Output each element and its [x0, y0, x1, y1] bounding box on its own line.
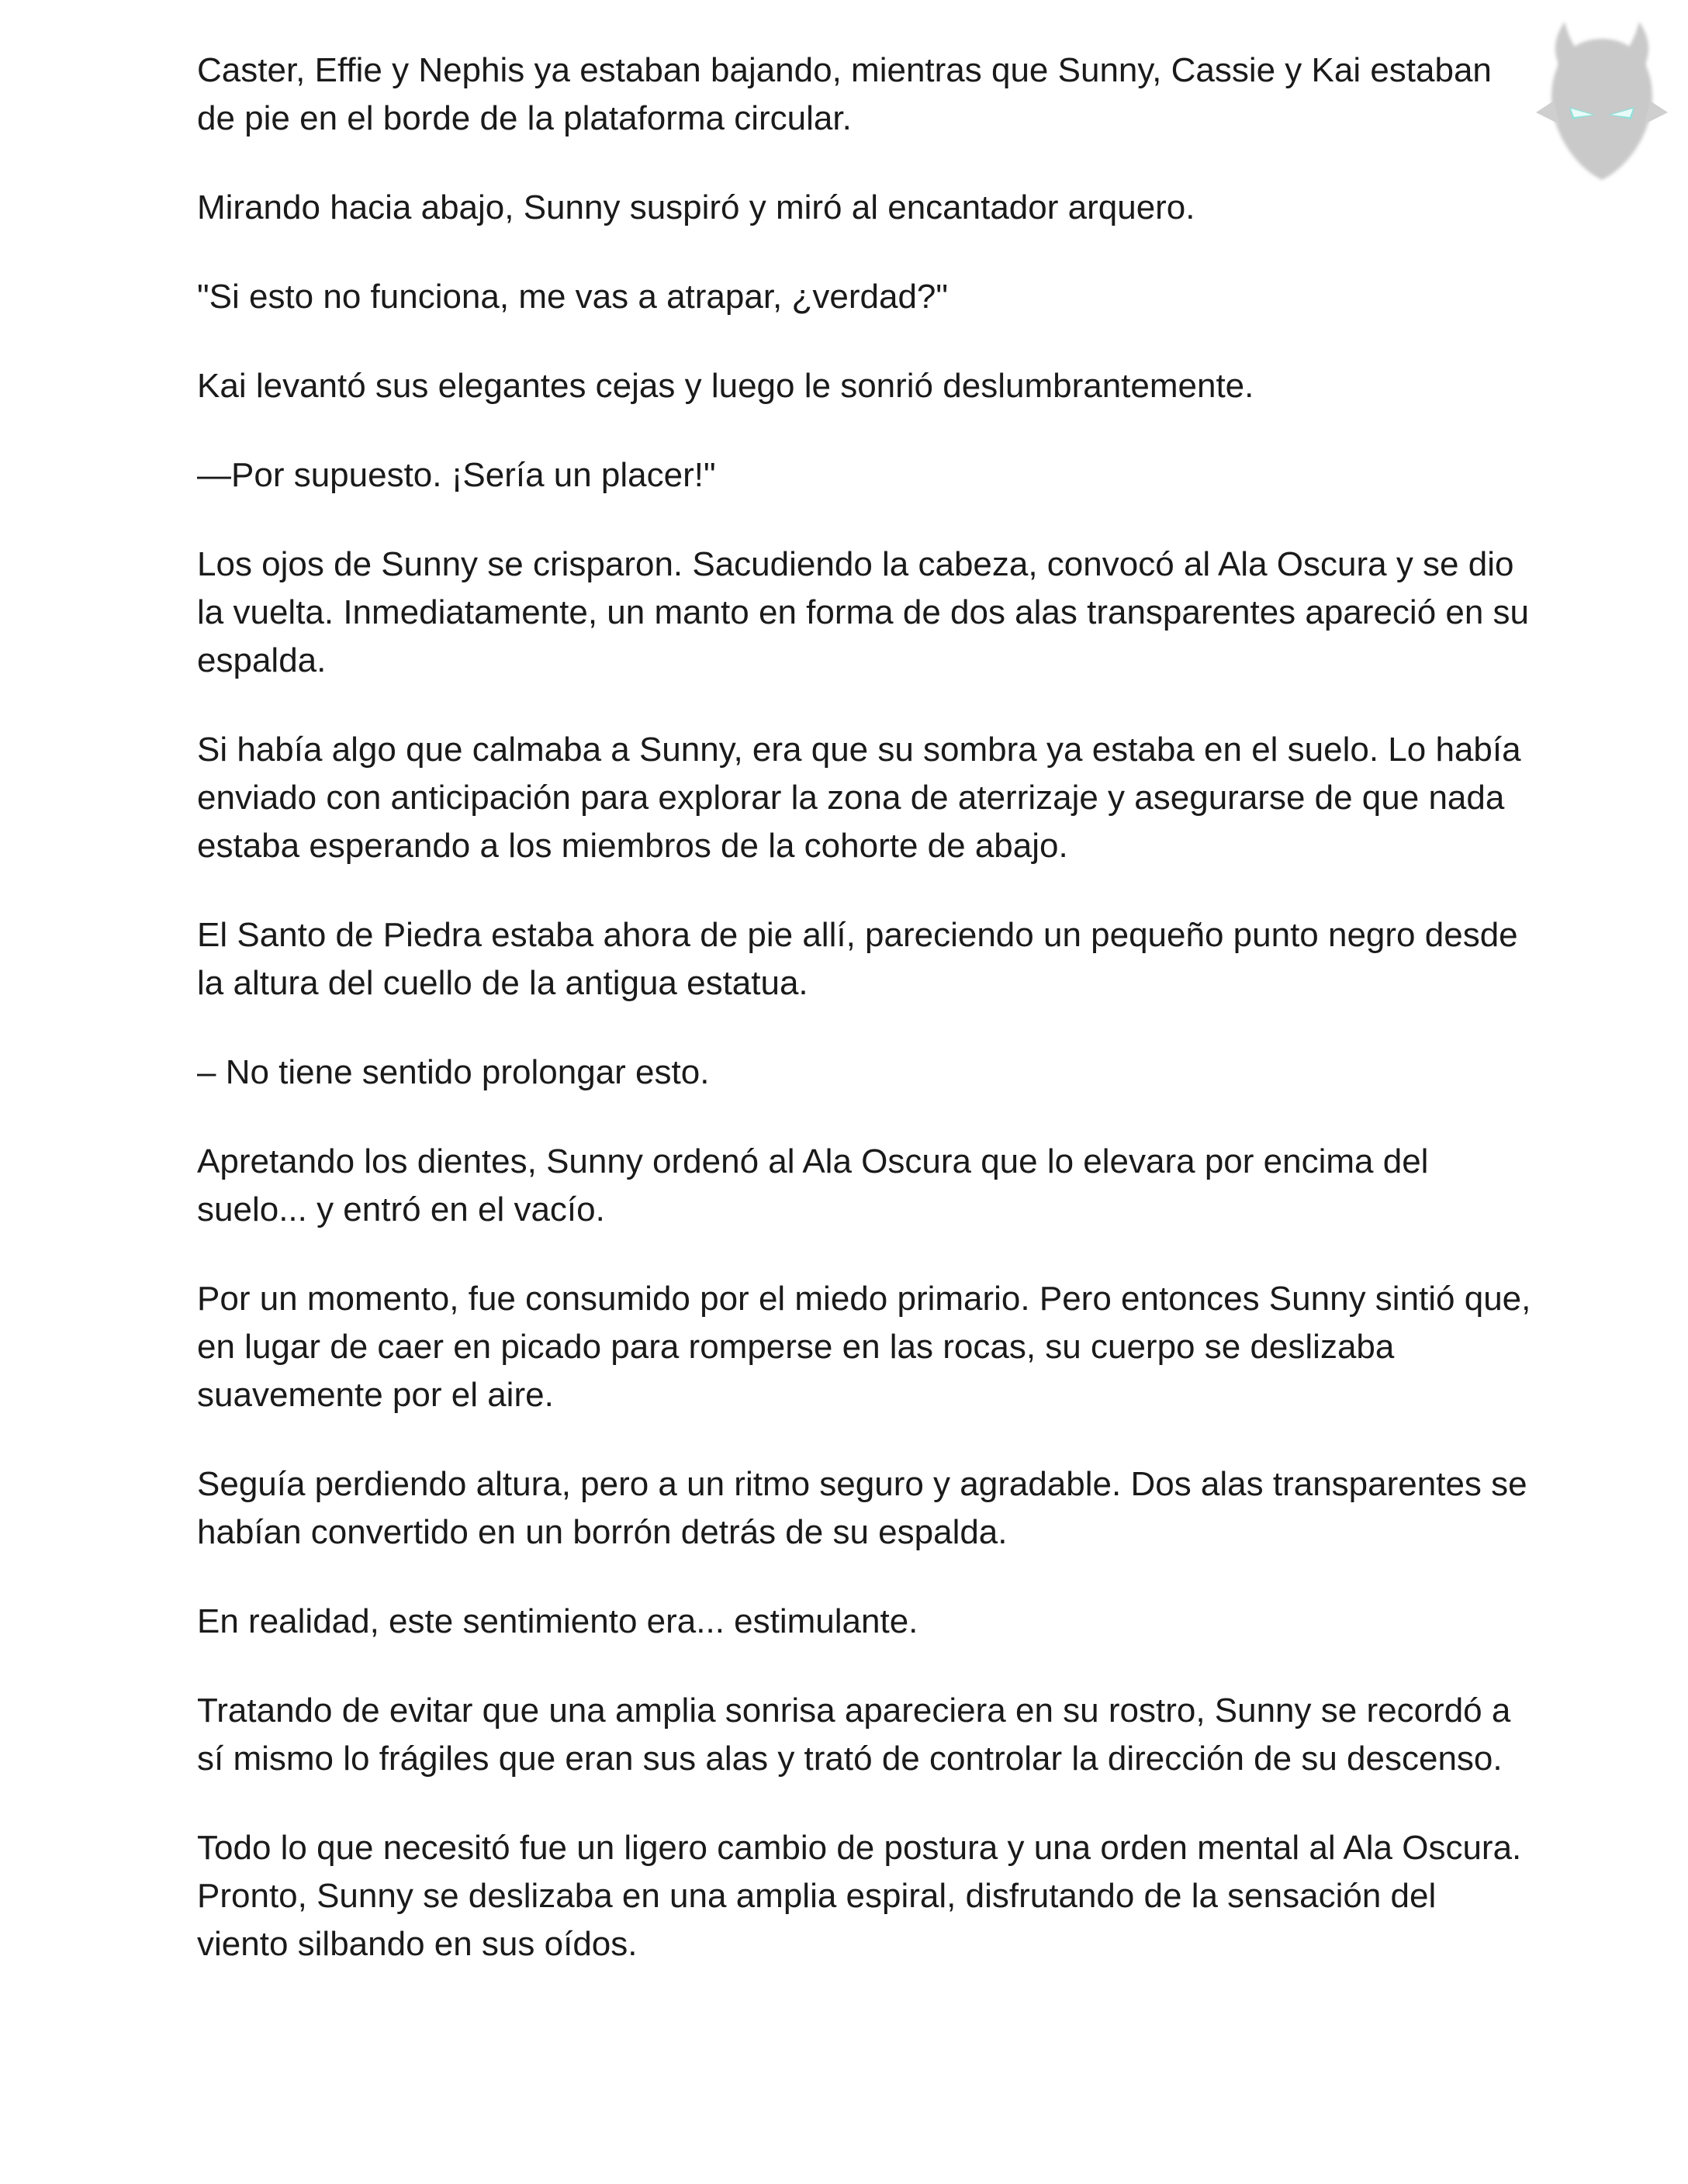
- paragraph: Todo lo que necesitó fue un ligero cambio de postura y una orden mental al Ala Oscura. Pronto, Sunny se deslizaba en una amplia espiral, disfrutando de la sensación del viento silbando en sus oídos.: [197, 1829, 1522, 1963]
- paragraph: Mirando hacia abajo, Sunny suspiró y miró al encantador arquero.: [197, 188, 1195, 226]
- paragraph: "Si esto no funciona, me vas a atrapar, ¿verdad?": [197, 278, 948, 316]
- paragraph: – No tiene sentido prolongar esto.: [197, 1053, 710, 1091]
- paragraph: Caster, Effie y Nephis ya estaban bajando, mientras que Sunny, Cassie y Kai estaban de pie en el borde de la plataforma circular.: [197, 51, 1492, 137]
- paragraph: En realidad, este sentimiento era... estimulante.: [197, 1602, 918, 1640]
- document-page: [197, 47, 1531, 2009]
- paragraph: Kai levantó sus elegantes cejas y luego le sonrió deslumbrantemente.: [197, 367, 1254, 405]
- paragraph: Por un momento, fue consumido por el miedo primario. Pero entonces Sunny sintió que, en lugar de caer en picado para romperse en las rocas, su cuerpo se deslizaba suavemente por el aire.: [197, 1280, 1531, 1414]
- paragraph: —Por supuesto. ¡Sería un placer!": [197, 456, 716, 494]
- paragraph: Los ojos de Sunny se crisparon. Sacudiendo la cabeza, convocó al Ala Oscura y se dio la vuelta. Inmediatamente, un manto en forma de dos alas transparentes apareció en su espalda.: [197, 545, 1530, 679]
- paragraph: Seguía perdiendo altura, pero a un ritmo seguro y agradable. Dos alas transparentes se habían convertido en un borrón detrás de su espalda.: [197, 1465, 1527, 1551]
- paragraph: Tratando de evitar que una amplia sonrisa apareciera en su rostro, Sunny se recordó a sí mismo lo frágiles que eran sus alas y trató de controlar la dirección de su descenso.: [197, 1692, 1511, 1778]
- paragraph: El Santo de Piedra estaba ahora de pie allí, pareciendo un pequeño punto negro desde la altura del cuello de la antigua estatua.: [197, 916, 1518, 1002]
- paragraph: Apretando los dientes, Sunny ordenó al Ala Oscura que lo elevara por encima del suelo... y entró en el vacío.: [197, 1142, 1429, 1228]
- demon-head-icon: [1524, 16, 1679, 186]
- paragraph: Si había algo que calmaba a Sunny, era que su sombra ya estaba en el suelo. Lo había enviado con anticipación para explorar la zona de aterrizaje y asegurarse de que nada estaba esperando a los miembros de la cohorte de abajo.: [197, 731, 1521, 865]
